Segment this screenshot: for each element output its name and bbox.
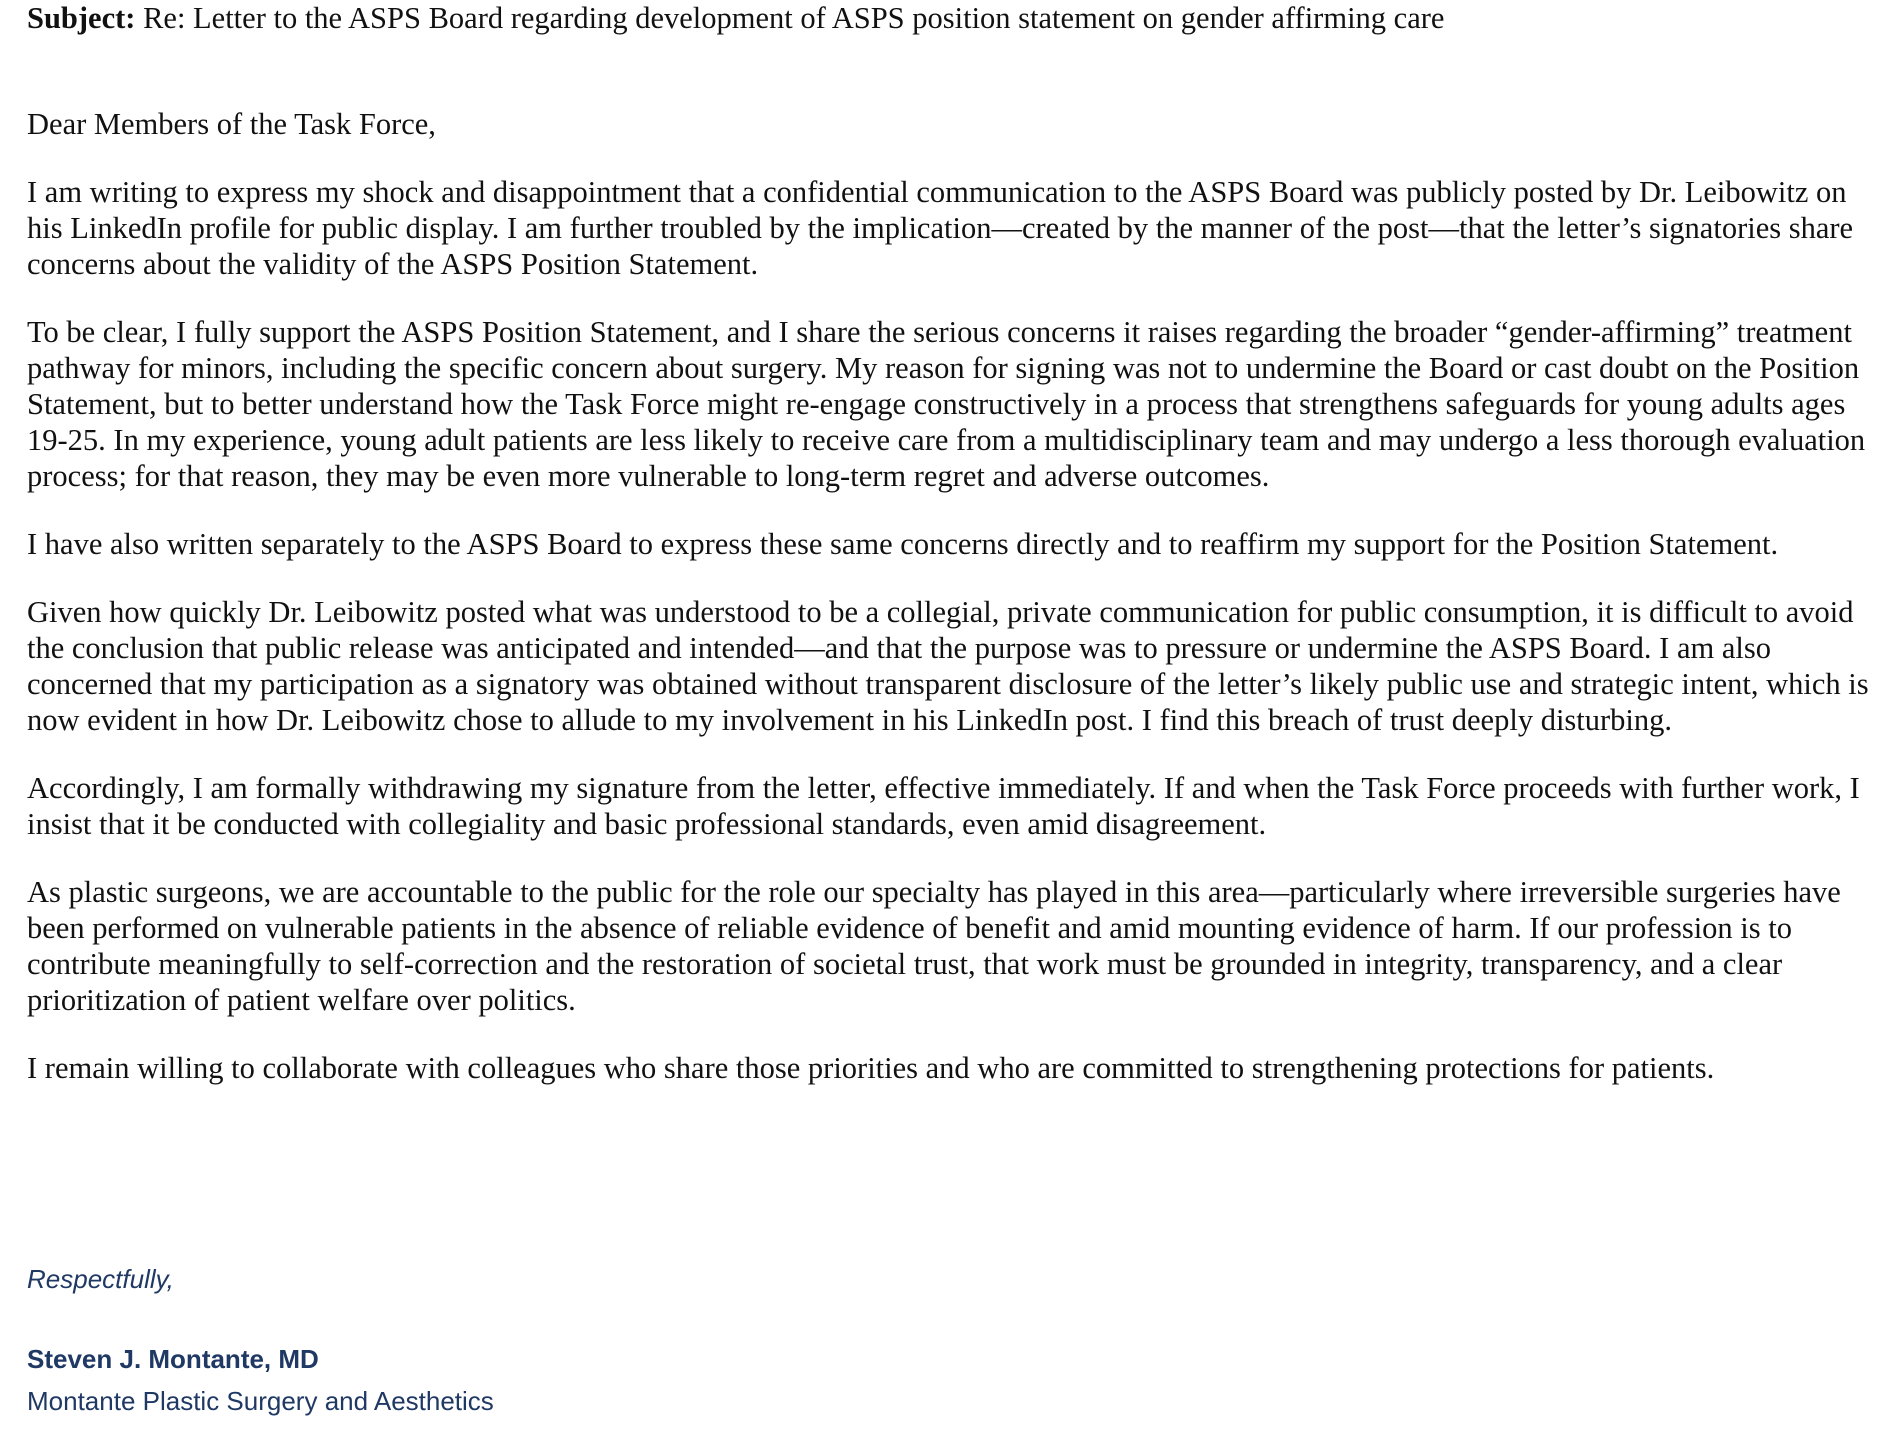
greeting: Dear Members of the Task Force, [27, 107, 436, 141]
paragraph-4: Given how quickly Dr. Leibowitz posted what was understood to be a collegial, private communication for public consumption, it is difficult to avoid the conclusion that public release was anticipated and intended—and that the purpose was to pressure or undermine the ASPS Board. I am also concerned that my participation as a signatory was obtained without transparent disclosure of the letter’s likely public use and strategic intent, which is now evident in how Dr. Leibowitz chose to allude to my involvement in his LinkedIn post. I find this breach of trust deeply disturbing. [27, 595, 1869, 737]
paragraph-1: I am writing to express my shock and disappointment that a confidential communication to the ASPS Board was publicly posted by Dr. Leibowitz on his LinkedIn profile for public display. I am further troubled by the implication—created by the manner of the post—that the letter’s signatories share concerns about the validity of the ASPS Position Statement. [27, 175, 1854, 281]
paragraph-2: To be clear, I fully support the ASPS Position Statement, and I share the serious concerns it raises regarding the broader “gender-affirming” treatment pathway for minors, including the specific concern about surgery. My reason for signing was not to undermine the Board or cast doubt on the Position Statement, but to better understand how the Task Force might re-engage constructively in a process that strengthens safeguards for young adults ages 19-25. In my experience, young adult patients are less likely to receive care from a multidisciplinary team and may undergo a less thorough evaluation process; for that reason, they may be even more vulnerable to long-term regret and adverse outcomes. [27, 315, 1866, 493]
email-body [27, 0, 1872, 1086]
paragraph-3: I have also written separately to the ASPS Board to express these same concerns directly and to reaffirm my support for the Position Statement. [27, 527, 1779, 561]
signature-block [27, 1262, 927, 1418]
sender-name: Steven J. Montante, MD [27, 1344, 319, 1374]
paragraph-5: Accordingly, I am formally withdrawing my signature from the letter, effective immediately. If and when the Task Force proceeds with further work, I insist that it be conducted with collegiality and basic professional standards, even amid disagreement. [27, 771, 1860, 841]
subject-line [27, 0, 1872, 36]
sender-organization: Montante Plastic Surgery and Aesthetics [27, 1386, 494, 1416]
paragraph-6: As plastic surgeons, we are accountable to the public for the role our specialty has played in this area—particularly where irreversible surgeries have been performed on vulnerable patients in the absence of reliable evidence of benefit and amid mounting evidence of harm. If our profession is to contribute meaningfully to self-correction and the restoration of societal trust, that work must be grounded in integrity, transparency, and a clear prioritization of patient welfare over politics. [27, 875, 1841, 1017]
paragraph-7: I remain willing to collaborate with colleagues who share those priorities and who are committed to strengthening protections for patients. [27, 1051, 1715, 1085]
subject-text: Re: Letter to the ASPS Board regarding development of ASPS position statement on gender affirming care [143, 1, 1445, 35]
closing: Respectfully, [27, 1264, 174, 1294]
subject-label: Subject: [27, 1, 136, 35]
